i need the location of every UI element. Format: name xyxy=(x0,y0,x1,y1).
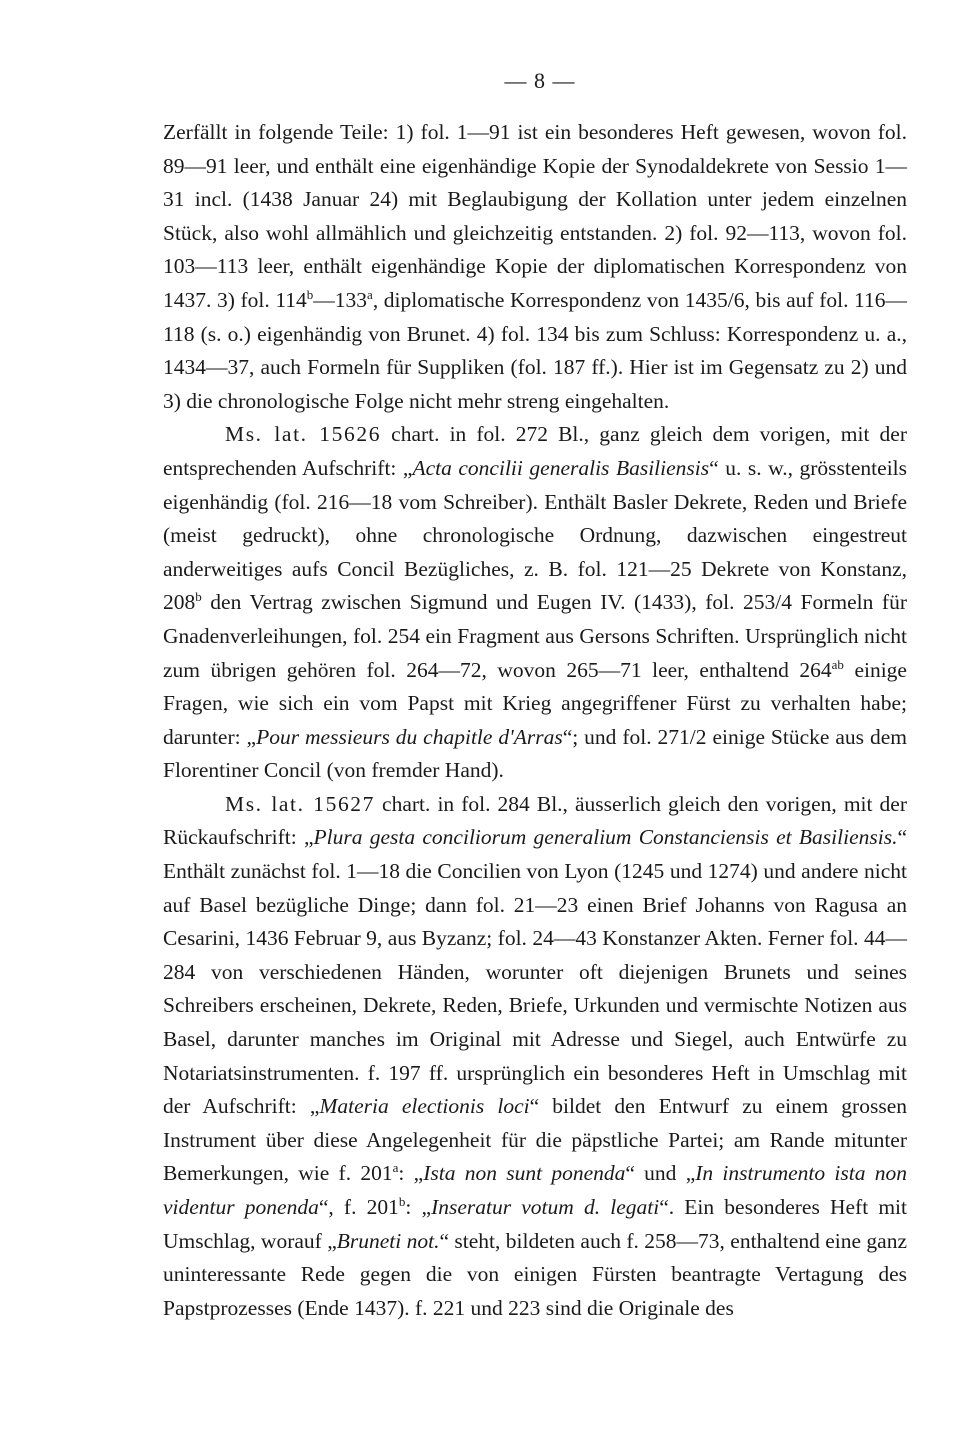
text-run: “; und fol. 271/2 einige Stücke aus dem Florentiner Concil (von fremder Hand). xyxy=(163,724,907,783)
text-run: Zerfällt in folgende Teile: 1) fol. 1—91 ist ein besonderes Heft gewesen, wovon fol. 89—91 leer, und enthält eine eigenhändige Kopie der Synodaldekrete von Sessio 1—31 incl. (1438 Januar 24) mit Beglaubigung der Kollation unter jedem einzelnen Stück, also wohl allmählich und gleichzeitig entstanden. 2) fol. 92—113, wovon fol. 103—113 leer, enthält eigenhändige Kopie der diplomatischen Korrespondenz von 1437. 3) fol. 114 xyxy=(163,120,907,312)
text-run: den Vertrag zwischen Sigmund und Eugen IV. (1433), fol. 253/4 Formeln für Gnadenverleihungen, fol. 254 ein Fragment aus Gersons Schriften. Ursprünglich nicht zum übrigen gehören fol. 264—72, wovon 265—71 leer, enthaltend 264 xyxy=(163,590,907,682)
text-run: —133 xyxy=(313,287,368,312)
text-run: chart. in fol. 272 Bl., ganz gleich dem vorigen, mit der entsprechenden Aufschrift: „ xyxy=(163,422,907,480)
superscript: b xyxy=(306,286,314,302)
superscript: b xyxy=(195,589,202,605)
italic-title: Plura gesta conciliorum generalium Constanciensis et Basiliensis. xyxy=(313,825,898,850)
paragraph xyxy=(163,788,907,1326)
text-run: , diplomatische Korrespondenz von 1435/6, bis auf fol. 116—118 (s. o.) eigenhändig von Brunet. 4) fol. 134 bis zum Schluss: Korrespondenz u. a., 1434—37, auch Formeln für Suppliken (fol. 187 ff.). Hier ist im Gegensatz zu 2) und 3) die chronologische Folge nicht mehr streng eingehalten. xyxy=(163,287,907,413)
paragraph xyxy=(163,116,907,418)
italic-title: Ista non sunt ponenda xyxy=(423,1161,626,1186)
italic-title: In instrumento ista non videntur ponenda xyxy=(163,1161,907,1219)
manuscript-shelfmark: Ms. lat. 15627 xyxy=(225,791,375,816)
paragraph xyxy=(163,418,907,788)
text-body xyxy=(163,116,907,1325)
italic-title: Inseratur votum d. legati xyxy=(431,1195,660,1219)
italic-title: Acta concilii generalis Basiliensis xyxy=(412,455,710,480)
text-run: chart. in fol. 284 Bl., äusserlich gleich den vorigen, mit der Rückaufschrift: „ xyxy=(163,791,908,850)
text-run: “ und „ xyxy=(625,1161,696,1186)
text-run: : „ xyxy=(398,1161,424,1186)
italic-title: Pour messieurs du chapitle d'Arras xyxy=(256,724,563,749)
superscript: b xyxy=(398,1193,406,1209)
page-number: — 8 — xyxy=(504,68,576,93)
text-run: einige Fragen, wie sich ein vom Papst mit Krieg angegriffener Fürst zu verhalten habe; darunter: „ xyxy=(163,657,907,749)
text-run: “ u. s. w., grösstenteils eigenhändig (fol. 216—18 vom Schreiber). Enthält Basler Dekrete, Reden und Briefe (meist gedruckt), ohne chronologische Ordnung, dazwischen eingestreut anderweitiges aufs Concil Bezügliches, z. B. fol. 121—25 Dekrete von Konstanz, 208 xyxy=(163,455,908,615)
italic-title: Materia electionis loci xyxy=(319,1094,530,1119)
text-run: “ steht, bildeten auch f. 258—73, enthaltend eine ganz uninteressante Rede gegen die von einigen Fürsten beantragte Vertagung des Papstprozesses (Ende 1437). f. 221 und 223 sind die Originale des xyxy=(163,1228,908,1320)
text-run: “ Enthält zunächst fol. 1—18 die Concilien von Lyon (1245 und 1274) und andere nicht auf Basel bezügliche Dinge; dann fol. 21—23 einen Brief Johanns von Ragusa an Cesarini, 1436 Februar 9, aus Byzanz; fol. 24—43 Konstanzer Akten. Ferner fol. 44—284 von verschiedenen Händen, worunter oft diejenigen Brunets und seines Schreibers erscheinen, Dekrete, Reden, Briefe, Urkunden und vermischte Notizen aus Basel, darunter manches im Original mit Adresse und Siegel, auch Entwürfe zu Notariatsinstrumenten. f. 197 ff. ursprünglich ein besonderes Heft in Umschlag mit der Aufschrift: „ xyxy=(163,825,907,1119)
superscript: ab xyxy=(831,656,844,672)
text-run: : „ xyxy=(405,1195,432,1219)
superscript: a xyxy=(392,1160,399,1176)
text-run: “. Ein besonderes Heft mit Umschlag, worauf „ xyxy=(163,1195,907,1253)
text-run: “ bildet den Entwurf zu einem grossen Instrument über diese Angelegenheit für die päpstliche Partei; am Rande mitunter Bemerkungen, wie f. 201 xyxy=(163,1094,907,1186)
superscript: a xyxy=(367,286,373,302)
manuscript-shelfmark: Ms. lat. 15626 xyxy=(225,422,382,447)
italic-title: Bruneti not. xyxy=(336,1228,440,1253)
text-run: “, f. 201 xyxy=(318,1195,399,1219)
